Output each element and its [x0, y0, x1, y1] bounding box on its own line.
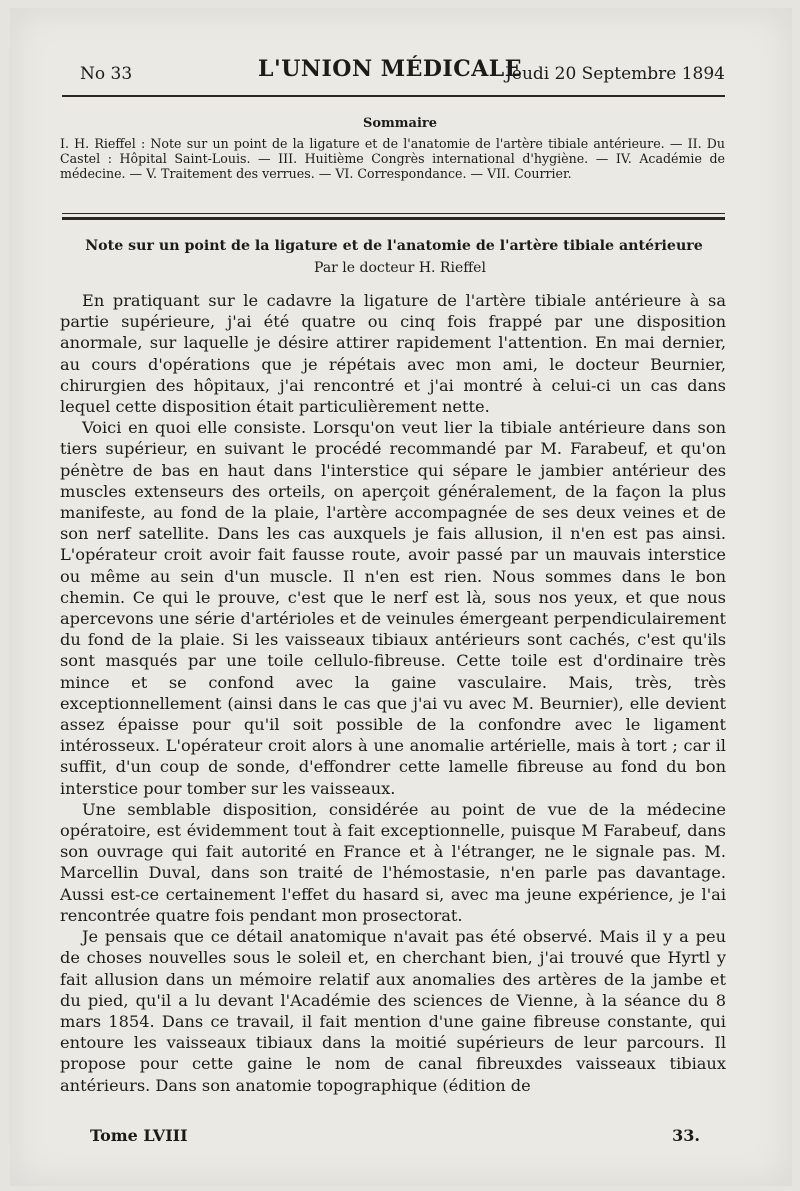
article-author: Par le docteur H. Rieffel — [314, 260, 486, 276]
issue-date: Jeudi 20 Septembre 1894 — [505, 64, 725, 84]
masthead — [80, 56, 725, 92]
paragraph: En pratiquant sur le cadavre la ligature de l'artère tibiale antérieure à sa partie supérieure, j'ai été quatre ou cinq fois frappé par une disposition anormale, sur laquelle je désire attirer rapidement l'attention. En mai dernier, au cours d'opérations que je répétais avec mon ami, le docteur Beurnier, chirurgien des hôpitaux, j'ai rencontré et j'ai montré à celui-ci un cas dans lequel cette disposition était particulièrement nette. — [60, 291, 726, 417]
paragraph: Une semblable disposition, considérée au point de vue de la médecine opératoire, est évidemment tout à fait exceptionnelle, puisque M Farabeuf, dans son ouvrage qui fait autorité en France et à l'étranger, ne le signale pas. M. Marcellin Duval, dans son traité de l'hémostasie, n'en parle pas davantage. Aussi est-ce certainement l'effet du hasard si, avec ma jeune expérience, je l'ai rencontrée quatre fois pendant mon prosectorat. — [60, 799, 726, 925]
page-number: 33. — [672, 1126, 700, 1145]
page-footer — [90, 1126, 700, 1145]
sommaire-contents: I. H. Rieffel : Note sur un point de la ligature et de l'anatomie de l'artère tibiale antérieure. — II. Du Castel : Hôpital Saint-Louis. — III. Huitième Congrès international d'hygiène. — IV. Académie de médecine. — V. Traitement des verrues. — VI. Correspondance. — VII. Courrier. — [60, 136, 725, 181]
issue-number: No 33 — [80, 64, 133, 84]
article-body — [60, 290, 726, 1096]
masthead-rule — [62, 95, 725, 97]
sommaire-rule-top — [62, 213, 725, 214]
sommaire-heading: Sommaire — [362, 116, 438, 131]
volume-label: Tome LVIII — [90, 1126, 188, 1145]
paragraph: Voici en quoi elle consiste. Lorsqu'on veut lier la tibiale antérieure dans son tiers supérieur, en suivant le procédé recommandé par M. Farabeuf, et qu'on pénètre de bas en haut dans l'interstice qui sépare le jambier antérieur des muscles extenseurs des orteils, on aperçoit généralement, de la façon la plus manifeste, au fond de la plaie, l'artère accompagnée de ses deux veines et de son nerf satellite. Dans les cas auxquels je fais allusion, il n'en est pas ainsi. L'opérateur croit avoir fait fausse route, avoir passé par un mauvais interstice ou même au sein d'un muscle. Il n'en est rien. Nous sommes dans le bon chemin. Ce qui le prouve, c'est que le nerf est là, sous nos yeux, et que nous apercevons une série d'artérioles et de veinules émergeant perpendiculairement du fond de la plaie. Si les vaisseaux tibiaux antérieurs sont cachés, c'est qu'ils sont masqués par une toile cellulo-fibreuse. Cette toile est d'ordinaire très mince et se confond avec la gaine vasculaire. Mais, très, très exceptionnellement (ainsi dans le cas que j'ai vu avec M. Beurnier), elle devient assez épaisse pour qu'il soit possible de la confondre avec le ligament intérosseux. L'opérateur croit alors à une anomalie artérielle, mais à tort ; car il suffit, d'un coup de sonde, d'effondrer cette lamelle fibreuse au fond du bon interstice pour tomber sur les vaisseaux. — [60, 418, 726, 798]
journal-title: L'UNION MÉDICALE — [258, 56, 523, 82]
paragraph: Je pensais que ce détail anatomique n'avait pas été observé. Mais il y a peu de choses nouvelles sous le soleil et, en cherchant bien, j'ai trouvé que Hyrtl y fait allusion dans un mémoire relatif aux anomalies des artères de la jambe et du pied, qu'il a lu devant l'Académie des sciences de Vienne, à la séance du 8 mars 1854. Dans ce travail, il fait mention d'une gaine fibreuse constante, qui entoure les vaisseaux tibiaux dans la moitié supérieurs de leur parcours. Il propose pour cette gaine le nom de canal fibreuxdes vaisseaux tibiaux antérieurs. Dans son anatomie topographique (édition de — [60, 927, 726, 1095]
article-title: Note sur un point de la ligature et de l'anatomie de l'artère tibiale antérieure — [85, 238, 703, 254]
sommaire-rule-bottom — [62, 217, 725, 220]
